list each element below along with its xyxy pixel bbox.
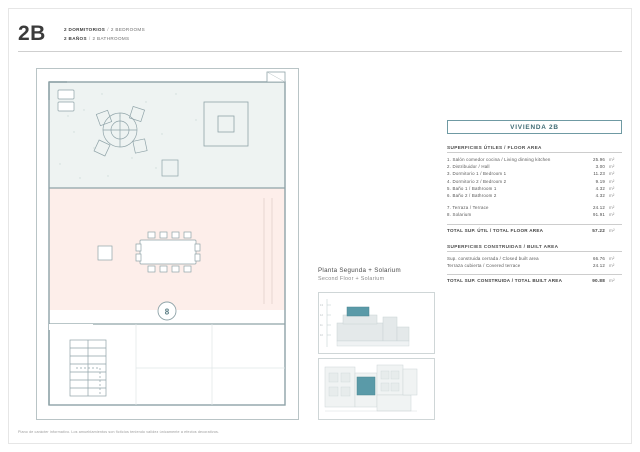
area-label: Terraza cubierta / Covered terrace [447, 262, 521, 268]
spec-bedrooms [64, 25, 145, 34]
useful-total-row [447, 224, 622, 233]
area-value: 25.96 [593, 157, 605, 163]
area-value: 4.32 [595, 193, 605, 199]
area-value: 9.19 [595, 178, 605, 184]
built-areas-heading: SUPERFICIES CONSTRUIDAS / BUILT AREA [447, 244, 622, 252]
keyplan-site-svg [319, 359, 434, 419]
room-number-label: 8 [164, 307, 170, 317]
built-total-unit: m² [609, 277, 615, 283]
spec-separator: / [107, 27, 109, 32]
area-unit: m² [609, 171, 615, 177]
area-label: 2. Distribuidor / Hall [447, 164, 490, 170]
keyplan-floor-svg [319, 293, 434, 353]
area-label: 8. Solarium [447, 212, 472, 218]
area-label: 7. Terraza / Terrace [447, 205, 489, 211]
area-value: 3.00 [595, 164, 605, 170]
area-value: 4.32 [595, 185, 605, 191]
disclaimer-note: Plano de carácter informativo. Los amueblamientos son ficticios teniendo validez únicamente a efectos decorativos. [18, 430, 220, 434]
built-areas-table [447, 255, 622, 269]
spec-bedrooms-es: 2 DORMITORIOS [64, 27, 106, 32]
unit-code: 2B [18, 22, 46, 45]
table-row [447, 262, 622, 269]
header-specs [64, 25, 145, 43]
spec-bathrooms-es: 2 BAÑOS [64, 36, 87, 41]
keyplan-highlight [357, 377, 375, 395]
area-unit: m² [609, 255, 615, 261]
table-row [447, 204, 622, 211]
table-row [447, 156, 622, 163]
area-value: 24.12 [593, 262, 605, 268]
area-schedule-panel [447, 120, 622, 283]
table-row [447, 185, 622, 192]
useful-areas-table [447, 156, 622, 219]
spec-bedrooms-en: 2 BEDROOMS [110, 27, 146, 32]
header-divider [18, 51, 622, 52]
area-unit: m² [609, 262, 615, 268]
area-label: 4. Dormitorio 2 / Bedroom 2 [447, 178, 507, 184]
built-total-row [447, 274, 622, 283]
plan-caption [318, 266, 438, 284]
area-value: 66.76 [593, 255, 605, 261]
table-row [447, 163, 622, 170]
area-unit: m² [609, 164, 615, 170]
area-label: 3. Dormitorio 1 / Bedroom 1 [447, 171, 507, 177]
useful-total-value: 57.22 [592, 227, 605, 233]
svg-text:11: 11 [320, 324, 323, 327]
main-floorplan [36, 68, 299, 420]
area-label: 5. Baño 1 / Bathroom 1 [447, 185, 497, 191]
area-value: 24.12 [593, 205, 605, 211]
area-value: 91.91 [593, 212, 605, 218]
unit-title-box [447, 120, 622, 134]
area-unit: m² [609, 178, 615, 184]
plan-caption-en: Second Floor + Solarium [318, 276, 385, 282]
area-unit: m² [609, 193, 615, 199]
floorplan-drawing [36, 68, 299, 420]
table-row [447, 211, 622, 218]
area-label: 6. Baño 2 / Bathroom 2 [447, 193, 497, 199]
svg-text:13: 13 [320, 304, 323, 307]
plan-caption-es: Planta Segunda + Solarium [318, 267, 402, 274]
spec-bathrooms-en: 2 BATHROOMS [92, 36, 130, 41]
useful-areas-heading: SUPERFICIES ÚTILES / FLOOR AREA [447, 145, 622, 153]
useful-total-label: TOTAL SUP. ÚTIL / TOTAL FLOOR AREA [447, 227, 544, 233]
svg-text:10: 10 [320, 334, 323, 337]
keyplan-site-diagram [318, 358, 435, 420]
area-unit: m² [609, 185, 615, 191]
area-value: 11.23 [593, 171, 605, 177]
area-unit: m² [609, 212, 615, 218]
svg-text:12: 12 [320, 314, 323, 317]
table-row [447, 192, 622, 199]
unit-title: VIVIENDA 2B [510, 123, 559, 131]
table-row [447, 178, 622, 185]
area-unit: m² [609, 157, 615, 163]
spec-separator: / [88, 36, 91, 41]
area-label: Sup. construida cerrada / Closed built area [447, 255, 539, 261]
table-row [447, 170, 622, 177]
keyplan-floor-diagram [318, 292, 435, 354]
spec-bathrooms [64, 34, 145, 43]
document-header [18, 22, 622, 56]
built-total-value: 90.88 [592, 277, 605, 283]
area-unit: m² [609, 205, 615, 211]
area-label: 1. Salón comedor cocina / Living dinning kitchen [447, 157, 551, 163]
table-row [447, 255, 622, 262]
useful-total-unit: m² [609, 227, 615, 233]
built-total-label: TOTAL SUP. CONSTRUIDA / TOTAL BUILT AREA [447, 277, 563, 283]
